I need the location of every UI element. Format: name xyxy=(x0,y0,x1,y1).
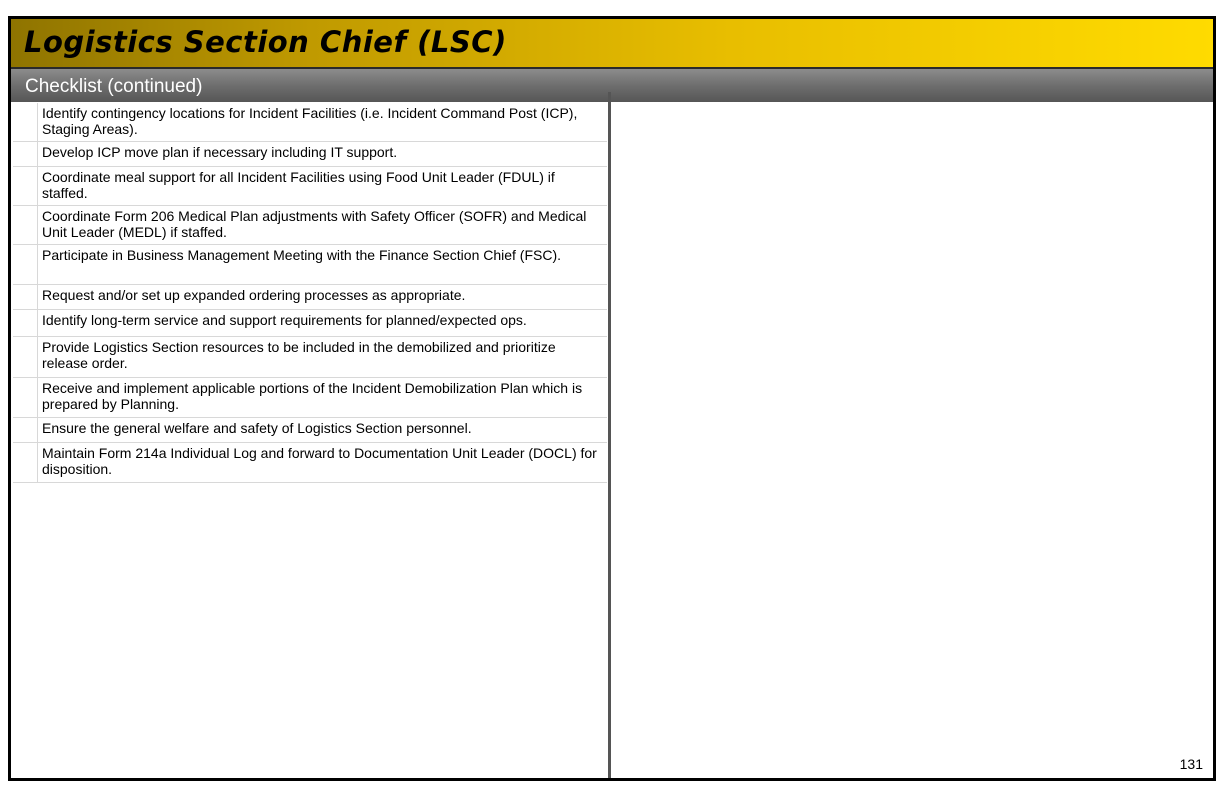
checklist-item-text: Identify contingency locations for Incident Facilities (i.e. Incident Command Post (ICP), Staging Areas). xyxy=(42,105,578,137)
checklist xyxy=(13,103,607,483)
checklist-item xyxy=(13,142,607,167)
checkbox[interactable] xyxy=(13,378,38,417)
checklist-item-text: Receive and implement applicable portions of the Incident Demobilization Plan which is prepared by Planning. xyxy=(42,380,583,412)
checklist-item-text: Coordinate meal support for all Incident Facilities using Food Unit Leader (FDUL) if staffed. xyxy=(42,169,555,201)
checklist-item xyxy=(13,378,607,418)
checkbox[interactable] xyxy=(13,167,38,205)
checklist-item xyxy=(13,103,607,142)
checkbox[interactable] xyxy=(13,443,38,482)
checklist-item-text: Identify long-term service and support requirements for planned/expected ops. xyxy=(42,312,527,328)
checklist-item xyxy=(13,418,607,443)
checklist-item-text: Ensure the general welfare and safety of Logistics Section personnel. xyxy=(42,420,472,436)
page-title: Logistics Section Chief (LSC) xyxy=(24,25,507,59)
title-bar xyxy=(11,19,1213,69)
checkbox[interactable] xyxy=(13,285,38,309)
checkbox[interactable] xyxy=(13,103,38,141)
section-subtitle: Checklist (continued) xyxy=(25,76,203,97)
subtitle-bar xyxy=(11,69,1213,102)
checklist-item xyxy=(13,443,607,483)
checklist-item-text: Develop ICP move plan if necessary including IT support. xyxy=(42,144,398,160)
checklist-item-text: Participate in Business Management Meeting with the Finance Section Chief (FSC). xyxy=(42,247,562,263)
checkbox[interactable] xyxy=(13,206,38,244)
checklist-item-text: Provide Logistics Section resources to be included in the demobilized and prioritize release order. xyxy=(42,339,556,371)
checklist-item xyxy=(13,245,607,285)
checkbox[interactable] xyxy=(13,418,38,442)
checklist-item xyxy=(13,167,607,206)
checklist-item xyxy=(13,337,607,378)
checklist-item xyxy=(13,206,607,245)
checklist-item xyxy=(13,310,607,337)
checkbox[interactable] xyxy=(13,142,38,166)
checklist-item xyxy=(13,285,607,310)
checkbox[interactable] xyxy=(13,337,38,377)
column-divider xyxy=(608,92,611,778)
checklist-item-text: Coordinate Form 206 Medical Plan adjustments with Safety Officer (SOFR) and Medical Unit Leader (MEDL) if staffed. xyxy=(42,208,587,240)
checkbox[interactable] xyxy=(13,310,38,336)
page-number: 131 xyxy=(1179,756,1203,772)
checkbox[interactable] xyxy=(13,245,38,284)
page-frame xyxy=(8,16,1216,781)
checklist-item-text: Maintain Form 214a Individual Log and forward to Documentation Unit Leader (DOCL) for disposition. xyxy=(42,445,597,477)
checklist-item-text: Request and/or set up expanded ordering processes as appropriate. xyxy=(42,287,466,303)
